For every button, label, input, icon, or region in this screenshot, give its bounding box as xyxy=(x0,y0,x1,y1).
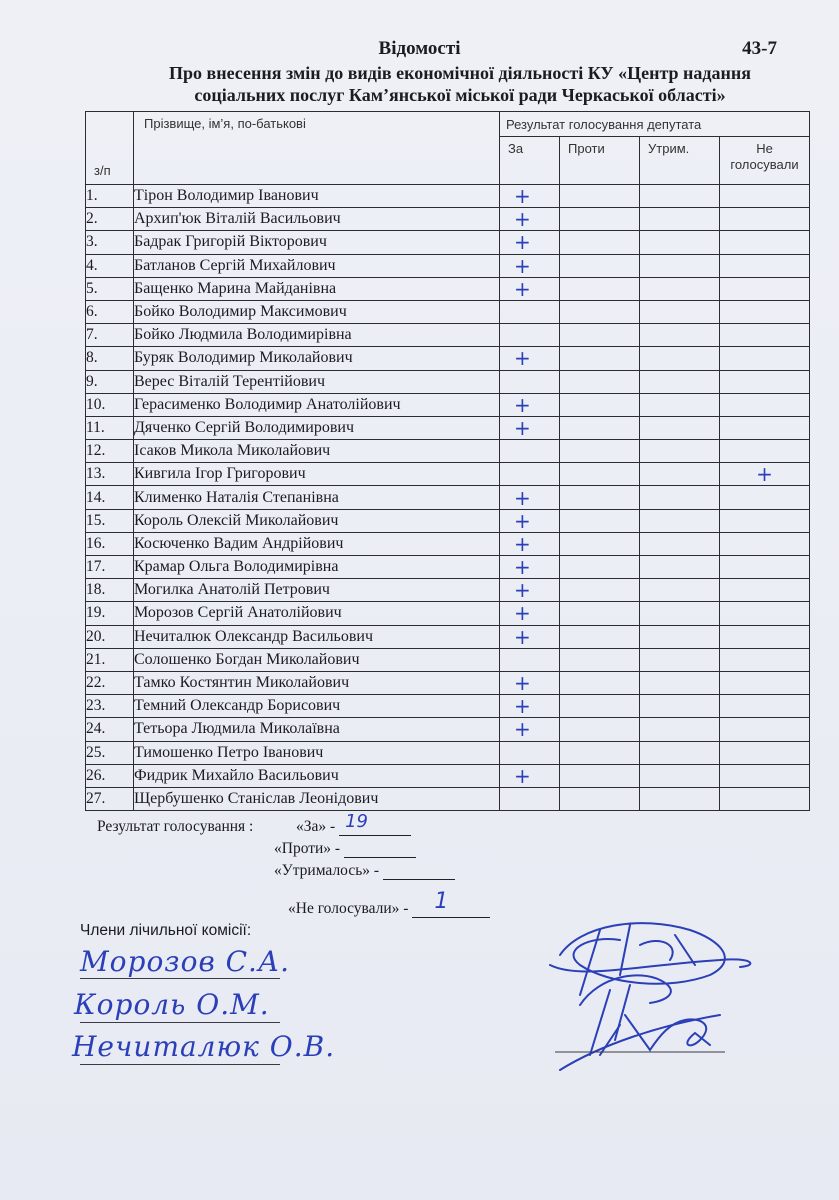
vote-against-cell xyxy=(560,695,640,718)
vote-for-cell xyxy=(500,532,560,555)
deputy-name: Тетьора Людмила Миколаївна xyxy=(134,718,500,741)
results-label: Результат голосування : xyxy=(97,818,254,835)
vote-for-cell xyxy=(500,695,560,718)
vote-abstain-cell xyxy=(640,741,720,764)
vote-against-cell xyxy=(560,532,640,555)
deputy-name: Бащенко Марина Майданівна xyxy=(134,277,500,300)
signature-2 xyxy=(560,975,720,1070)
vote-against-cell xyxy=(560,556,640,579)
vote-for-cell xyxy=(500,625,560,648)
vote-not-voted-cell xyxy=(720,347,810,370)
vote-against-cell xyxy=(560,254,640,277)
row-number: 15. xyxy=(86,509,134,532)
result-against-blank xyxy=(344,841,416,858)
vote-not-voted-cell xyxy=(720,463,810,486)
table-row xyxy=(86,370,810,393)
deputy-name: Клименко Наталія Степанівна xyxy=(134,486,500,509)
deputy-name: Дяченко Сергій Володимирович xyxy=(134,416,500,439)
result-for-row xyxy=(296,811,411,836)
vote-not-voted-cell xyxy=(720,602,810,625)
row-number: 1. xyxy=(86,185,134,208)
row-number: 5. xyxy=(86,277,134,300)
vote-abstain-cell xyxy=(640,579,720,602)
vote-for-cell xyxy=(500,393,560,416)
vote-for-cell xyxy=(500,579,560,602)
vote-abstain-cell xyxy=(640,787,720,810)
vote-not-voted-cell xyxy=(720,509,810,532)
vote-for-cell xyxy=(500,671,560,694)
row-number: 17. xyxy=(86,556,134,579)
vote-not-voted-cell xyxy=(720,741,810,764)
header-name: Прізвище, ім’я, по-батькові xyxy=(134,112,500,185)
deputy-name: Крамар Ольга Володимирівна xyxy=(134,556,500,579)
vote-mark: + xyxy=(514,694,531,718)
vote-against-cell xyxy=(560,347,640,370)
vote-for-cell xyxy=(500,231,560,254)
member-2-line xyxy=(80,1022,280,1023)
vote-abstain-cell xyxy=(640,324,720,347)
header-against: Проти xyxy=(560,137,640,185)
vote-against-cell xyxy=(560,671,640,694)
vote-mark: + xyxy=(514,254,531,278)
table-row xyxy=(86,277,810,300)
table-row xyxy=(86,393,810,416)
deputy-name: Батланов Сергій Михайлович xyxy=(134,254,500,277)
result-for-label: «За» - xyxy=(296,818,336,835)
vote-for-cell xyxy=(500,463,560,486)
row-number: 7. xyxy=(86,324,134,347)
row-number: 24. xyxy=(86,718,134,741)
vote-against-cell xyxy=(560,787,640,810)
deputy-name: Ісаков Микола Миколайович xyxy=(134,440,500,463)
table-row xyxy=(86,532,810,555)
deputy-name: Темний Олександр Борисович xyxy=(134,695,500,718)
vote-abstain-cell xyxy=(640,671,720,694)
row-number: 12. xyxy=(86,440,134,463)
member-1-line xyxy=(80,978,280,979)
deputy-name: Тимошенко Петро Іванович xyxy=(134,741,500,764)
header-not-voted xyxy=(720,137,810,185)
vote-not-voted-cell xyxy=(720,300,810,323)
deputy-name: Фидрик Михайло Васильович xyxy=(134,764,500,787)
result-against-row xyxy=(274,840,416,858)
vote-mark: + xyxy=(514,532,531,556)
vote-mark: + xyxy=(514,346,531,370)
vote-against-cell xyxy=(560,764,640,787)
deputy-name: Бойко Володимир Максимович xyxy=(134,300,500,323)
vote-abstain-cell xyxy=(640,463,720,486)
commission-member-3: Нечиталюк О.В. xyxy=(72,1030,336,1063)
row-number: 8. xyxy=(86,347,134,370)
table-row xyxy=(86,440,810,463)
deputy-name: Тамко Костянтин Миколайович xyxy=(134,671,500,694)
vote-not-voted-cell xyxy=(720,648,810,671)
vote-abstain-cell xyxy=(640,393,720,416)
vote-for-cell xyxy=(500,324,560,347)
result-not-voted-row xyxy=(288,889,490,918)
deputy-name: Герасименко Володимир Анатолійович xyxy=(134,393,500,416)
deputy-name: Архип'юк Віталій Васильович xyxy=(134,208,500,231)
vote-mark: + xyxy=(514,625,531,649)
vote-abstain-cell xyxy=(640,718,720,741)
commission-label: Члени лічильної комісії: xyxy=(80,922,252,939)
table-row xyxy=(86,648,810,671)
result-abstain-label: «Утрималось» - xyxy=(274,862,380,879)
commission-member-2: Король О.М. xyxy=(74,988,270,1021)
row-number: 14. xyxy=(86,486,134,509)
table-row xyxy=(86,486,810,509)
vote-against-cell xyxy=(560,324,640,347)
vote-against-cell xyxy=(560,393,640,416)
vote-not-voted-cell xyxy=(720,370,810,393)
vote-not-voted-cell xyxy=(720,787,810,810)
vote-not-voted-cell xyxy=(720,579,810,602)
vote-not-voted-cell xyxy=(720,625,810,648)
table-row xyxy=(86,625,810,648)
vote-abstain-cell xyxy=(640,370,720,393)
vote-abstain-cell xyxy=(640,185,720,208)
vote-against-cell xyxy=(560,579,640,602)
vote-for-cell xyxy=(500,718,560,741)
result-not-voted-value: 1 xyxy=(434,889,449,914)
result-for-value: 19 xyxy=(345,811,368,832)
deputy-name: Морозов Сергій Анатолійович xyxy=(134,602,500,625)
vote-against-cell xyxy=(560,486,640,509)
voting-table xyxy=(85,111,810,811)
deputy-name: Тірон Володимир Іванович xyxy=(134,185,500,208)
vote-mark: + xyxy=(514,601,531,626)
deputy-name: Бадрак Григорій Вікторович xyxy=(134,231,500,254)
vote-for-cell xyxy=(500,741,560,764)
vote-mark: + xyxy=(756,462,773,486)
vote-for-cell xyxy=(500,486,560,509)
deputy-name: Щербушенко Станіслав Леонідович xyxy=(134,787,500,810)
vote-mark: + xyxy=(514,764,531,788)
deputy-name: Косюченко Вадим Андрійович xyxy=(134,532,500,555)
vote-not-voted-cell xyxy=(720,231,810,254)
vote-abstain-cell xyxy=(640,300,720,323)
vote-against-cell xyxy=(560,416,640,439)
table-row xyxy=(86,556,810,579)
vote-abstain-cell xyxy=(640,486,720,509)
vote-mark: + xyxy=(514,207,531,231)
row-number: 13. xyxy=(86,463,134,486)
vote-for-cell xyxy=(500,416,560,439)
vote-for-cell xyxy=(500,440,560,463)
subtitle-line-1: Про внесення змін до видів економічної діяльності КУ «Центр надання xyxy=(168,63,752,83)
vote-for-cell xyxy=(500,509,560,532)
table-row xyxy=(86,347,810,370)
table-row xyxy=(86,671,810,694)
row-number: 22. xyxy=(86,671,134,694)
vote-not-voted-cell xyxy=(720,393,810,416)
result-abstain-blank xyxy=(383,863,455,880)
vote-for-cell xyxy=(500,300,560,323)
vote-against-cell xyxy=(560,625,640,648)
row-number: 16. xyxy=(86,532,134,555)
subtitle-line-2: соціальних послуг Кам’янської міської ради Черкаської області» xyxy=(194,85,726,105)
header-not-voted-line2: голосували xyxy=(730,157,799,173)
table-row xyxy=(86,324,810,347)
header-abstain: Утрим. xyxy=(640,137,720,185)
header-number: з/п xyxy=(86,112,134,185)
vote-for-cell xyxy=(500,254,560,277)
vote-not-voted-cell xyxy=(720,532,810,555)
vote-for-cell xyxy=(500,185,560,208)
result-abstain-row xyxy=(274,862,455,880)
signature-1 xyxy=(550,923,750,995)
table-row xyxy=(86,416,810,439)
deputy-name: Бойко Людмила Володимирівна xyxy=(134,324,500,347)
vote-not-voted-cell xyxy=(720,486,810,509)
row-number: 2. xyxy=(86,208,134,231)
row-number: 21. xyxy=(86,648,134,671)
row-number: 10. xyxy=(86,393,134,416)
header-for: За xyxy=(500,137,560,185)
row-number: 9. xyxy=(86,370,134,393)
deputy-name: Солошенко Богдан Миколайович xyxy=(134,648,500,671)
vote-against-cell xyxy=(560,463,640,486)
vote-abstain-cell xyxy=(640,648,720,671)
vote-not-voted-cell xyxy=(720,277,810,300)
deputy-name: Верес Віталій Терентійович xyxy=(134,370,500,393)
vote-against-cell xyxy=(560,648,640,671)
vote-abstain-cell xyxy=(640,277,720,300)
vote-mark: + xyxy=(514,277,531,301)
vote-for-cell xyxy=(500,602,560,625)
vote-mark: + xyxy=(514,671,531,695)
member-3-line xyxy=(80,1064,280,1065)
deputy-name: Король Олексій Миколайович xyxy=(134,509,500,532)
vote-against-cell xyxy=(560,185,640,208)
row-number: 27. xyxy=(86,787,134,810)
vote-against-cell xyxy=(560,718,640,741)
vote-against-cell xyxy=(560,509,640,532)
vote-mark: + xyxy=(514,717,531,741)
vote-abstain-cell xyxy=(640,347,720,370)
vote-abstain-cell xyxy=(640,764,720,787)
deputy-name: Нечиталюк Олександр Васильович xyxy=(134,625,500,648)
vote-not-voted-cell xyxy=(720,695,810,718)
vote-against-cell xyxy=(560,277,640,300)
vote-abstain-cell xyxy=(640,231,720,254)
document-title: Відомості xyxy=(378,38,461,59)
header-result: Результат голосування депутата xyxy=(500,112,810,137)
vote-mark: + xyxy=(514,555,531,579)
vote-for-cell xyxy=(500,648,560,671)
vote-mark: + xyxy=(514,230,531,255)
result-not-voted-blank xyxy=(412,889,490,918)
table-row xyxy=(86,695,810,718)
row-number: 19. xyxy=(86,602,134,625)
row-number: 25. xyxy=(86,741,134,764)
vote-mark: + xyxy=(514,184,531,208)
deputy-name: Могилка Анатолій Петрович xyxy=(134,579,500,602)
vote-for-cell xyxy=(500,764,560,787)
row-number: 20. xyxy=(86,625,134,648)
table-row xyxy=(86,185,810,208)
row-number: 6. xyxy=(86,300,134,323)
vote-not-voted-cell xyxy=(720,764,810,787)
vote-against-cell xyxy=(560,602,640,625)
header-not-voted-line1: Не xyxy=(756,141,773,157)
vote-for-cell xyxy=(500,556,560,579)
vote-mark: + xyxy=(514,578,531,602)
vote-not-voted-cell xyxy=(720,416,810,439)
table-row xyxy=(86,602,810,625)
vote-not-voted-cell xyxy=(720,254,810,277)
table-row xyxy=(86,463,810,486)
row-number: 26. xyxy=(86,764,134,787)
vote-not-voted-cell xyxy=(720,185,810,208)
table-row xyxy=(86,231,810,254)
vote-mark: + xyxy=(514,393,531,417)
vote-abstain-cell xyxy=(640,208,720,231)
vote-abstain-cell xyxy=(640,440,720,463)
vote-for-cell xyxy=(500,787,560,810)
vote-for-cell xyxy=(500,277,560,300)
vote-against-cell xyxy=(560,231,640,254)
deputy-name: Буряк Володимир Миколайович xyxy=(134,347,500,370)
vote-abstain-cell xyxy=(640,625,720,648)
vote-abstain-cell xyxy=(640,695,720,718)
table-row xyxy=(86,509,810,532)
signature-scribbles xyxy=(520,905,780,1085)
vote-abstain-cell xyxy=(640,509,720,532)
table-row xyxy=(86,787,810,810)
table-row xyxy=(86,579,810,602)
vote-for-cell xyxy=(500,370,560,393)
table-row xyxy=(86,208,810,231)
vote-against-cell xyxy=(560,741,640,764)
vote-mark: + xyxy=(514,416,531,440)
vote-not-voted-cell xyxy=(720,440,810,463)
vote-abstain-cell xyxy=(640,556,720,579)
row-number: 18. xyxy=(86,579,134,602)
vote-against-cell xyxy=(560,370,640,393)
vote-abstain-cell xyxy=(640,416,720,439)
table-row xyxy=(86,764,810,787)
vote-not-voted-cell xyxy=(720,556,810,579)
commission-member-1: Морозов С.А. xyxy=(80,945,291,978)
vote-against-cell xyxy=(560,440,640,463)
vote-not-voted-cell xyxy=(720,718,810,741)
vote-abstain-cell xyxy=(640,254,720,277)
result-not-voted-label: «Не голосували» - xyxy=(288,900,409,917)
vote-for-cell xyxy=(500,347,560,370)
vote-against-cell xyxy=(560,208,640,231)
result-against-label: «Проти» - xyxy=(274,840,341,857)
vote-mark: + xyxy=(514,485,531,510)
vote-not-voted-cell xyxy=(720,671,810,694)
document-number: 43-7 xyxy=(742,38,777,59)
table-row xyxy=(86,254,810,277)
row-number: 23. xyxy=(86,695,134,718)
result-for-blank xyxy=(339,811,411,836)
vote-abstain-cell xyxy=(640,602,720,625)
vote-against-cell xyxy=(560,300,640,323)
vote-mark: + xyxy=(514,509,531,533)
vote-for-cell xyxy=(500,208,560,231)
deputy-name: Кивгила Ігор Григорович xyxy=(134,463,500,486)
table-row xyxy=(86,300,810,323)
row-number: 11. xyxy=(86,416,134,439)
row-number: 3. xyxy=(86,231,134,254)
vote-not-voted-cell xyxy=(720,324,810,347)
vote-not-voted-cell xyxy=(720,208,810,231)
table-row xyxy=(86,741,810,764)
row-number: 4. xyxy=(86,254,134,277)
vote-abstain-cell xyxy=(640,532,720,555)
table-row xyxy=(86,718,810,741)
